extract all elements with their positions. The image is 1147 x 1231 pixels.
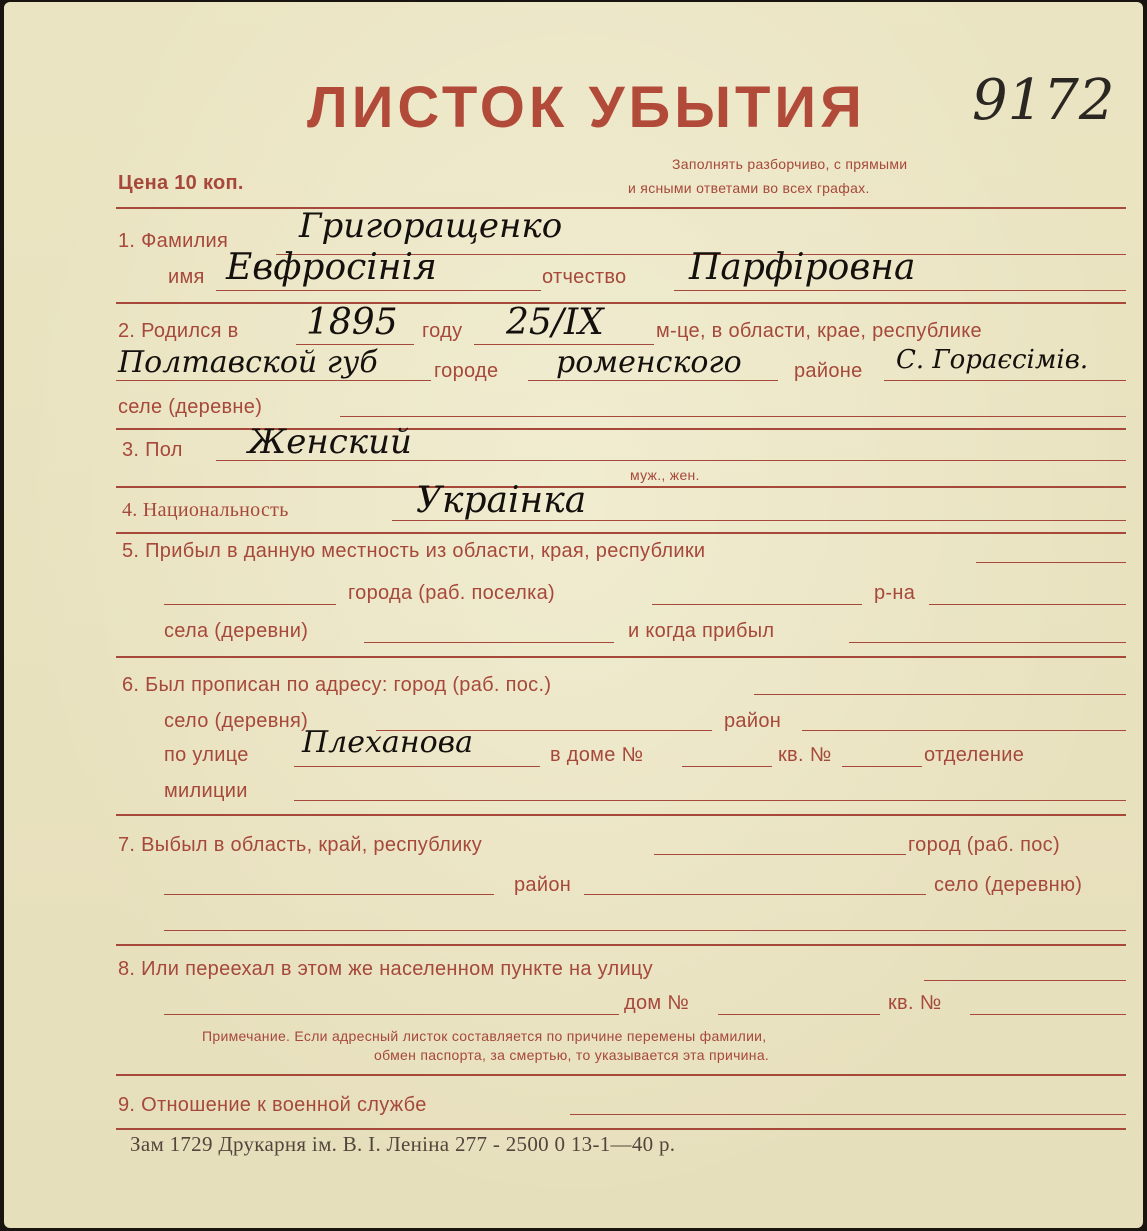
departed-village-label: село (деревню) xyxy=(934,874,1083,896)
birth-year-value: 1895 xyxy=(306,302,398,343)
birth-region-value: Полтавской губ xyxy=(118,345,378,380)
registered-district-line xyxy=(802,730,1126,731)
address-leaflet-card xyxy=(4,2,1143,1228)
birth-city-value: роменского xyxy=(556,345,742,380)
departed-district-label: район xyxy=(514,874,572,896)
first-name-label: имя xyxy=(168,266,205,288)
moved-flat-line xyxy=(970,1014,1126,1015)
departed-district-line xyxy=(584,894,926,895)
price-label: Цена 10 коп. xyxy=(118,172,244,194)
note-line-1: Примечание. Если адресный листок составляется по причине перемены фамилии, xyxy=(202,1028,767,1044)
sex-options: муж., жен. xyxy=(630,467,700,483)
registered-house-line xyxy=(682,766,772,767)
arrived-district-line xyxy=(929,604,1126,605)
registered-flat-label: кв. № xyxy=(778,744,832,766)
registered-street-value: Плеханова xyxy=(302,725,473,760)
birth-region-line xyxy=(116,380,431,381)
registered-dept-label: отделение xyxy=(924,744,1025,766)
birth-village-line xyxy=(340,416,1126,417)
registered-city-line xyxy=(754,694,1126,695)
surname-value: Григоращенко xyxy=(299,206,563,246)
archive-number: 9172 xyxy=(972,68,1115,133)
birth-year-label: году xyxy=(422,320,463,342)
surname-label: 1. Фамилия xyxy=(118,230,229,252)
separator xyxy=(116,944,1126,946)
first-name-line xyxy=(216,290,541,291)
birth-city-label: городе xyxy=(434,360,499,382)
departed-city-label: город (раб. пос) xyxy=(908,834,1060,856)
separator xyxy=(116,1128,1126,1130)
note-line-2: обмен паспорта, за смертью, то указывается эта причина. xyxy=(374,1047,770,1063)
arrived-blank-line xyxy=(164,604,336,605)
birth-district-label: районе xyxy=(794,360,863,382)
arrived-district-label: р-на xyxy=(874,582,916,604)
moved-blank-line xyxy=(164,1014,619,1015)
separator xyxy=(116,656,1126,658)
registered-flat-line xyxy=(842,766,922,767)
arrived-region-line xyxy=(976,562,1126,563)
patronymic-value: Парфіровна xyxy=(689,247,916,288)
birth-date-value: 25/IX xyxy=(506,302,604,343)
departed-label: 7. Выбыл в область, край, республику xyxy=(118,834,483,856)
separator xyxy=(116,302,1126,304)
military-label: 9. Отношение к военной службе xyxy=(118,1094,427,1116)
arrived-city-label: города (раб. поселка) xyxy=(348,582,555,604)
arrived-city-line xyxy=(652,604,862,605)
moved-flat-label: кв. № xyxy=(888,992,942,1014)
birth-district-line xyxy=(884,380,1126,381)
moved-house-label: дом № xyxy=(624,992,690,1014)
form-title: ЛИСТОК УБЫТИЯ xyxy=(307,75,866,140)
birth-month-region-label: м-це, в области, крае, республике xyxy=(656,320,982,342)
sex-value: Женский xyxy=(248,422,412,462)
departed-blank-line xyxy=(164,894,494,895)
registered-street-label: по улице xyxy=(164,744,249,766)
birth-city-line xyxy=(528,380,778,381)
printer-imprint: Зам 1729 Друкарня ім. В. І. Леніна 277 - 2500 0 13-1—40 р. xyxy=(130,1132,676,1156)
first-name-value: Евфросінія xyxy=(226,247,437,288)
moved-street-line xyxy=(924,980,1126,981)
separator xyxy=(116,532,1126,534)
registered-label: 6. Был прописан по адресу: город (раб. пос.) xyxy=(122,674,552,696)
birth-village-label: селе (деревне) xyxy=(118,396,263,418)
separator xyxy=(116,1074,1126,1076)
moved-label: 8. Или переехал в этом же населенном пункте на улицу xyxy=(118,958,653,980)
registered-militia-line xyxy=(294,800,1126,801)
arrived-from-label: 5. Прибыл в данную местность из области, края, республики xyxy=(122,540,706,562)
arrived-village-line xyxy=(364,642,614,643)
registered-street-line xyxy=(294,766,540,767)
patronymic-line xyxy=(674,290,1126,291)
separator xyxy=(116,486,1126,488)
separator xyxy=(116,207,1126,209)
registered-village-label: село (деревня) xyxy=(164,710,309,732)
nationality-value: Украінка xyxy=(416,480,587,521)
instruction-line-1: Заполнять разборчиво, с прямыми xyxy=(672,156,908,172)
arrived-when-line xyxy=(849,642,1126,643)
separator xyxy=(116,814,1126,816)
sex-label: 3. Пол xyxy=(122,439,183,461)
military-line xyxy=(570,1114,1126,1115)
registered-house-label: в доме № xyxy=(550,744,644,766)
registered-militia-label: милиции xyxy=(164,780,248,802)
patronymic-label: отчество xyxy=(542,266,627,288)
birth-label: 2. Родился в xyxy=(118,320,239,342)
moved-house-line xyxy=(718,1014,880,1015)
arrived-when-label: и когда прибыл xyxy=(628,620,775,642)
registered-district-label: район xyxy=(724,710,782,732)
departed-region-line xyxy=(654,854,906,855)
departed-extra-line xyxy=(164,930,1126,931)
arrived-village-label: села (деревни) xyxy=(164,620,309,642)
instruction-line-2: и ясными ответами во всех графах. xyxy=(628,180,870,196)
nationality-label: 4. Национальность xyxy=(122,499,289,521)
birth-district-value: С. Гораєсімів. xyxy=(896,345,1089,375)
